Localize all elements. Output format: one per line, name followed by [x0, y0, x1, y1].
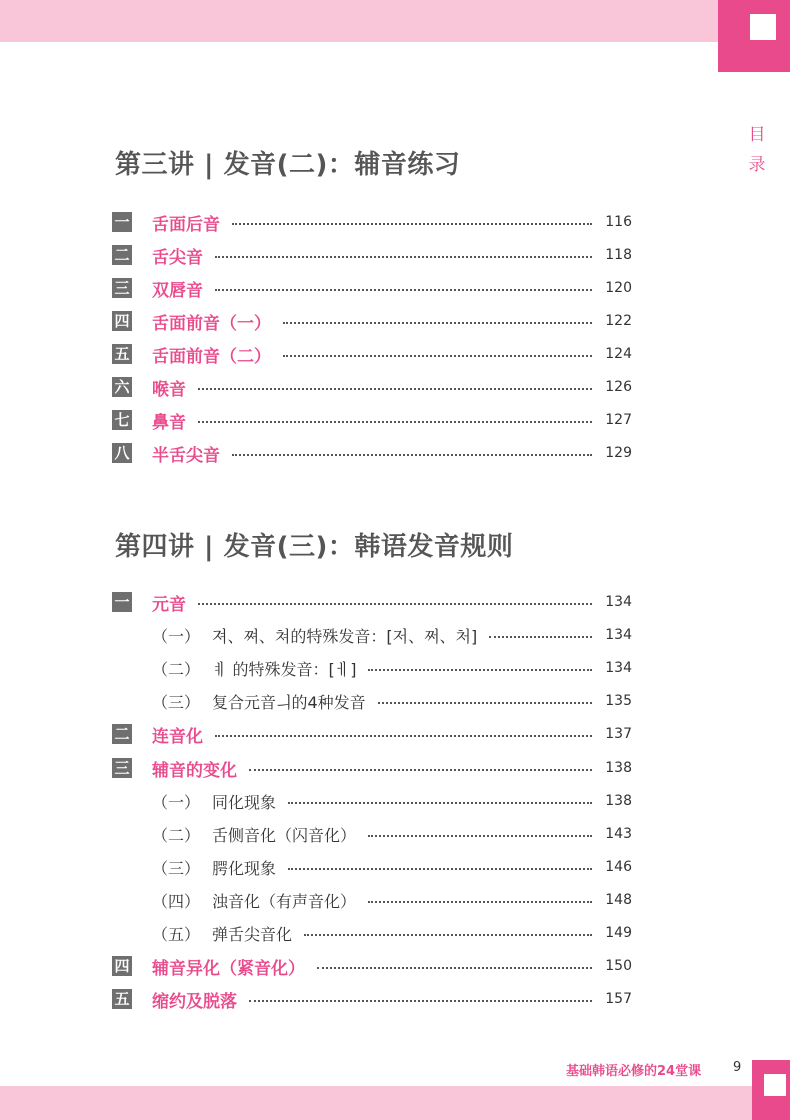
side-label-char: 目	[748, 125, 766, 145]
dot-leader	[283, 355, 592, 357]
dot-leader	[198, 421, 592, 423]
sub-entry-label: 同化现象	[212, 792, 277, 812]
toc-entry-label: 辅音异化（紧音化）	[152, 958, 305, 979]
page-number: 116	[605, 214, 632, 230]
section-title: 第四讲 | 发音(三)：韩语发音规则	[115, 532, 514, 562]
toc-entry-label: 鼻音	[152, 412, 186, 433]
toc-entry-label: 喉音	[152, 379, 186, 400]
toc-row[interactable]	[112, 375, 632, 399]
toc-entry-label: 缩约及脱落	[152, 991, 237, 1012]
sub-entry-number: （一）	[152, 792, 201, 812]
dot-leader	[283, 322, 592, 324]
chapter-number-badge: 四	[112, 311, 132, 331]
chapter-number-badge: 三	[112, 758, 132, 778]
page-number: 129	[605, 445, 632, 461]
page-number: 135	[605, 693, 632, 709]
footer-book-title: 基础韩语必修的24堂课	[566, 1064, 702, 1079]
toc-entry-label: 元音	[152, 594, 186, 615]
chapter-number-badge: 四	[112, 956, 132, 976]
footer-page-number: 9	[733, 1060, 742, 1075]
side-label-char: 录	[748, 155, 766, 175]
toc-entry-label: 双唇音	[152, 280, 203, 301]
page-number: 118	[605, 247, 632, 263]
page-number: 149	[605, 925, 632, 941]
toc-row[interactable]	[112, 309, 632, 333]
chapter-number-badge: 六	[112, 377, 132, 397]
toc-row[interactable]	[112, 210, 632, 234]
sub-entry-number: （五）	[152, 924, 201, 944]
dot-leader	[368, 901, 592, 903]
chapter-number-badge: 三	[112, 278, 132, 298]
toc-entry-label: 连音化	[152, 726, 203, 747]
dot-leader	[215, 289, 592, 291]
dot-leader	[368, 669, 592, 671]
page-number: 126	[605, 379, 632, 395]
sub-entry-label: 弹舌尖音化	[212, 924, 293, 944]
page-number: 150	[605, 958, 632, 974]
sub-entry-label: ㅖ 的特殊发音：[ㅔ]	[212, 659, 357, 679]
chapter-number-badge: 二	[112, 245, 132, 265]
sub-entry-label: 浊音化（有声音化）	[212, 891, 357, 911]
toc-row[interactable]	[112, 954, 632, 978]
dot-leader	[198, 388, 592, 390]
toc-subrow[interactable]	[152, 921, 632, 945]
toc-row[interactable]	[112, 342, 632, 366]
dot-leader	[288, 868, 592, 870]
dot-leader	[317, 967, 592, 969]
chapter-number-badge: 二	[112, 724, 132, 744]
toc-row[interactable]	[112, 441, 632, 465]
chapter-number-badge: 八	[112, 443, 132, 463]
sub-entry-label: 져、쪄、쳐的特殊发音：[저、쩌、처]	[212, 626, 478, 646]
page-number: 148	[605, 892, 632, 908]
dot-leader	[304, 934, 592, 936]
toc-subrow[interactable]	[152, 623, 632, 647]
sub-entry-label: 舌侧音化（闪音化）	[212, 825, 357, 845]
toc-entry-label: 半舌尖音	[152, 445, 220, 466]
toc-entry-label: 舌面前音（一）	[152, 313, 271, 334]
top-corner-square	[750, 14, 776, 40]
toc-entry-label: 舌尖音	[152, 247, 203, 268]
chapter-number-badge: 五	[112, 989, 132, 1009]
dot-leader	[215, 256, 592, 258]
dot-leader	[232, 223, 592, 225]
bottom-decor-band	[0, 1084, 790, 1120]
dot-leader	[288, 802, 592, 804]
page-number: 138	[605, 760, 632, 776]
section-title: 第三讲 | 发音(二)：辅音练习	[115, 150, 461, 180]
page-number: 157	[605, 991, 632, 1007]
toc-subrow[interactable]	[152, 789, 632, 813]
toc-entry-label: 辅音的变化	[152, 760, 237, 781]
toc-subrow[interactable]	[152, 689, 632, 713]
page-number: 124	[605, 346, 632, 362]
bottom-decor-stripe	[0, 1082, 752, 1086]
side-toc-label	[747, 120, 767, 180]
toc-row[interactable]	[112, 987, 632, 1011]
chapter-number-badge: 七	[112, 410, 132, 430]
toc-row[interactable]	[112, 243, 632, 267]
toc-row[interactable]	[112, 756, 632, 780]
toc-entry-label: 舌面后音	[152, 214, 220, 235]
toc-row[interactable]	[112, 722, 632, 746]
top-decor-band	[0, 0, 718, 42]
page-number: 120	[605, 280, 632, 296]
chapter-number-badge: 五	[112, 344, 132, 364]
sub-entry-number: （三）	[152, 692, 201, 712]
dot-leader	[489, 636, 592, 638]
sub-entry-label: 复合元音ㅢ的4种发音	[212, 692, 366, 712]
sub-entry-label: 腭化现象	[212, 858, 277, 878]
dot-leader	[249, 1000, 592, 1002]
dot-leader	[249, 769, 592, 771]
toc-row[interactable]	[112, 590, 632, 614]
chapter-number-badge: 一	[112, 212, 132, 232]
page-number: 127	[605, 412, 632, 428]
sub-entry-number: （二）	[152, 825, 201, 845]
page-number: 143	[605, 826, 632, 842]
toc-row[interactable]	[112, 276, 632, 300]
page-number: 134	[605, 594, 632, 610]
chapter-number-badge: 一	[112, 592, 132, 612]
dot-leader	[378, 702, 592, 704]
sub-entry-number: （二）	[152, 659, 201, 679]
page-number: 134	[605, 660, 632, 676]
page-number: 138	[605, 793, 632, 809]
toc-subrow[interactable]	[152, 822, 632, 846]
toc-subrow[interactable]	[152, 855, 632, 879]
dot-leader	[215, 735, 592, 737]
sub-entry-number: （一）	[152, 626, 201, 646]
page-number: 137	[605, 726, 632, 742]
toc-subrow[interactable]	[152, 656, 632, 680]
sub-entry-number: （四）	[152, 891, 201, 911]
bottom-corner-square	[764, 1074, 786, 1096]
toc-entry-label: 舌面前音（二）	[152, 346, 271, 367]
toc-row[interactable]	[112, 408, 632, 432]
dot-leader	[198, 603, 592, 605]
sub-entry-number: （三）	[152, 858, 201, 878]
page-number: 122	[605, 313, 632, 329]
toc-subrow[interactable]	[152, 888, 632, 912]
page-number: 146	[605, 859, 632, 875]
page-number: 134	[605, 627, 632, 643]
dot-leader	[368, 835, 592, 837]
dot-leader	[232, 454, 592, 456]
